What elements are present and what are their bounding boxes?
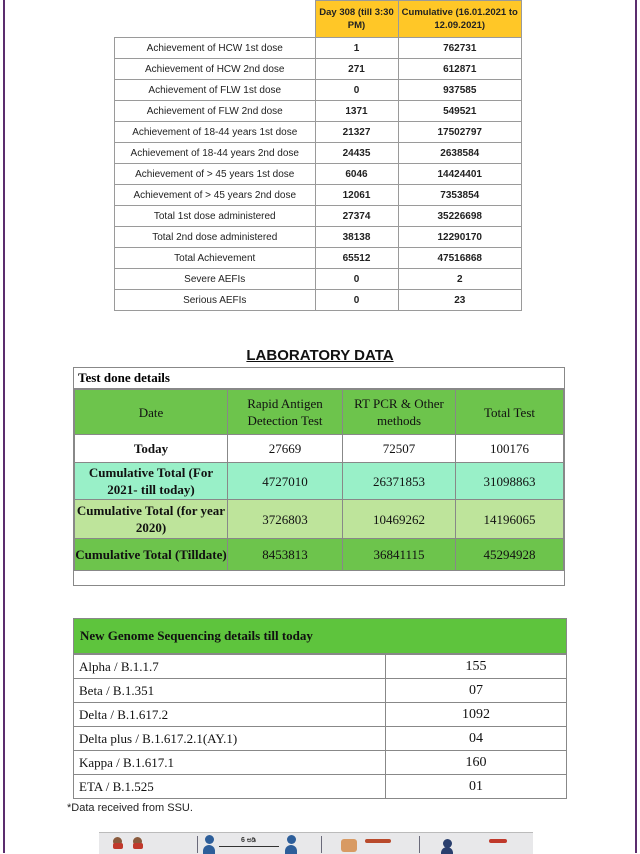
lab-data-table [74, 389, 564, 571]
genome-title: New Genome Sequencing details till today [73, 618, 567, 654]
table-row [115, 122, 522, 143]
table-row [75, 435, 564, 463]
table-row [115, 164, 522, 185]
row-day: 38138 [315, 227, 398, 248]
lab-row-label: Cumulative Total (For 2021- till today) [75, 463, 228, 500]
row-day: 1 [315, 38, 398, 59]
row-cumulative: 12290170 [398, 227, 522, 248]
header-blank-cell [115, 1, 316, 38]
row-day: 1371 [315, 101, 398, 122]
row-cumulative: 2 [398, 269, 522, 290]
row-label: Total Achievement [115, 248, 316, 269]
lab-row-total: 14196065 [456, 500, 564, 539]
lab-header-rtpcr: RT PCR & Other methods [343, 390, 456, 435]
variant-name: Kappa / B.1.617.1 [74, 751, 386, 775]
lab-row-total: 31098863 [456, 463, 564, 500]
row-cumulative: 2638584 [398, 143, 522, 164]
row-cumulative: 937585 [398, 80, 522, 101]
row-day: 12061 [315, 185, 398, 206]
table-row [74, 727, 567, 751]
lab-row-total: 45294928 [456, 539, 564, 571]
table-row [74, 751, 567, 775]
row-cumulative: 23 [398, 290, 522, 311]
table-row [75, 539, 564, 571]
lab-table-footer [74, 571, 564, 579]
row-cumulative: 612871 [398, 59, 522, 80]
row-label: Achievement of HCW 1st dose [115, 38, 316, 59]
table-row [74, 775, 567, 799]
distance-label: 6 ಅಡಿ [241, 837, 256, 844]
lab-header-total: Total Test [456, 390, 564, 435]
covid-appropriate-behaviour-banner [99, 832, 533, 854]
table-row [115, 101, 522, 122]
vaccination-table [114, 0, 522, 311]
lab-row-rat: 27669 [228, 435, 343, 463]
row-cumulative: 762731 [398, 38, 522, 59]
banner-divider [321, 836, 322, 853]
lab-row-rtpcr: 72507 [343, 435, 456, 463]
laboratory-table [73, 367, 565, 586]
row-day: 6046 [315, 164, 398, 185]
distance-icon [203, 833, 313, 854]
row-cumulative: 47516868 [398, 248, 522, 269]
lab-row-rtpcr: 10469262 [343, 500, 456, 539]
lab-row-rat: 3726803 [228, 500, 343, 539]
variant-name: ETA / B.1.525 [74, 775, 386, 799]
row-day: 65512 [315, 248, 398, 269]
header-cumulative: Cumulative (16.01.2021 to 12.09.2021) [398, 1, 522, 38]
table-row [74, 679, 567, 703]
table-row [115, 80, 522, 101]
row-label: Achievement of FLW 2nd dose [115, 101, 316, 122]
genome-data-table [73, 654, 567, 799]
table-row [115, 269, 522, 290]
row-cumulative: 549521 [398, 101, 522, 122]
table-row [115, 248, 522, 269]
variant-name: Delta / B.1.617.2 [74, 703, 386, 727]
laboratory-data-title: LABORATORY DATA [246, 347, 394, 364]
variant-count: 07 [386, 679, 567, 703]
lab-row-label: Cumulative Total (Tilldate) [75, 539, 228, 571]
variant-count: 01 [386, 775, 567, 799]
row-day: 271 [315, 59, 398, 80]
variant-count: 04 [386, 727, 567, 751]
row-day: 0 [315, 80, 398, 101]
lab-row-rat: 8453813 [228, 539, 343, 571]
row-label: Severe AEFIs [115, 269, 316, 290]
row-label: Serious AEFIs [115, 290, 316, 311]
variant-name: Delta plus / B.1.617.2.1(AY.1) [74, 727, 386, 751]
table-row [115, 143, 522, 164]
vaccination-header-row [115, 1, 522, 38]
row-label: Achievement of 18-44 years 2nd dose [115, 143, 316, 164]
table-row [75, 463, 564, 500]
banner-divider [197, 836, 198, 853]
table-row [74, 703, 567, 727]
row-day: 0 [315, 290, 398, 311]
variant-count: 155 [386, 655, 567, 679]
row-label: Achievement of > 45 years 2nd dose [115, 185, 316, 206]
variant-name: Beta / B.1.351 [74, 679, 386, 703]
banner-divider [419, 836, 420, 853]
row-day: 21327 [315, 122, 398, 143]
row-day: 0 [315, 269, 398, 290]
row-day: 27374 [315, 206, 398, 227]
row-cumulative: 7353854 [398, 185, 522, 206]
table-row [74, 655, 567, 679]
page-border-right [635, 0, 637, 853]
vaccine-icon [429, 833, 525, 854]
variant-count: 1092 [386, 703, 567, 727]
mask-icon [107, 833, 167, 854]
lab-row-rtpcr: 26371853 [343, 463, 456, 500]
row-cumulative: 14424401 [398, 164, 522, 185]
handwash-icon [331, 833, 411, 854]
table-row [115, 206, 522, 227]
page-border-left [3, 0, 5, 853]
lab-header-row [75, 390, 564, 435]
data-source-note: *Data received from SSU. [67, 802, 193, 814]
table-row [115, 38, 522, 59]
genome-sequencing-table [73, 618, 567, 799]
lab-row-rtpcr: 36841115 [343, 539, 456, 571]
lab-row-label: Today [75, 435, 228, 463]
row-cumulative: 17502797 [398, 122, 522, 143]
table-row [75, 500, 564, 539]
row-label: Achievement of > 45 years 1st dose [115, 164, 316, 185]
table-row [115, 185, 522, 206]
variant-count: 160 [386, 751, 567, 775]
table-row [115, 290, 522, 311]
table-row [115, 59, 522, 80]
row-label: Achievement of FLW 1st dose [115, 80, 316, 101]
lab-row-label: Cumulative Total (for year 2020) [75, 500, 228, 539]
header-day: Day 308 (till 3:30 PM) [315, 1, 398, 38]
table-row [115, 227, 522, 248]
lab-row-total: 100176 [456, 435, 564, 463]
row-label: Total 2nd dose administered [115, 227, 316, 248]
row-label: Achievement of HCW 2nd dose [115, 59, 316, 80]
lab-header-date: Date [75, 390, 228, 435]
lab-row-rat: 4727010 [228, 463, 343, 500]
lab-header-rat: Rapid Antigen Detection Test [228, 390, 343, 435]
row-day: 24435 [315, 143, 398, 164]
row-cumulative: 35226698 [398, 206, 522, 227]
variant-name: Alpha / B.1.1.7 [74, 655, 386, 679]
row-label: Total 1st dose administered [115, 206, 316, 227]
lab-caption: Test done details [74, 368, 564, 389]
row-label: Achievement of 18-44 years 1st dose [115, 122, 316, 143]
